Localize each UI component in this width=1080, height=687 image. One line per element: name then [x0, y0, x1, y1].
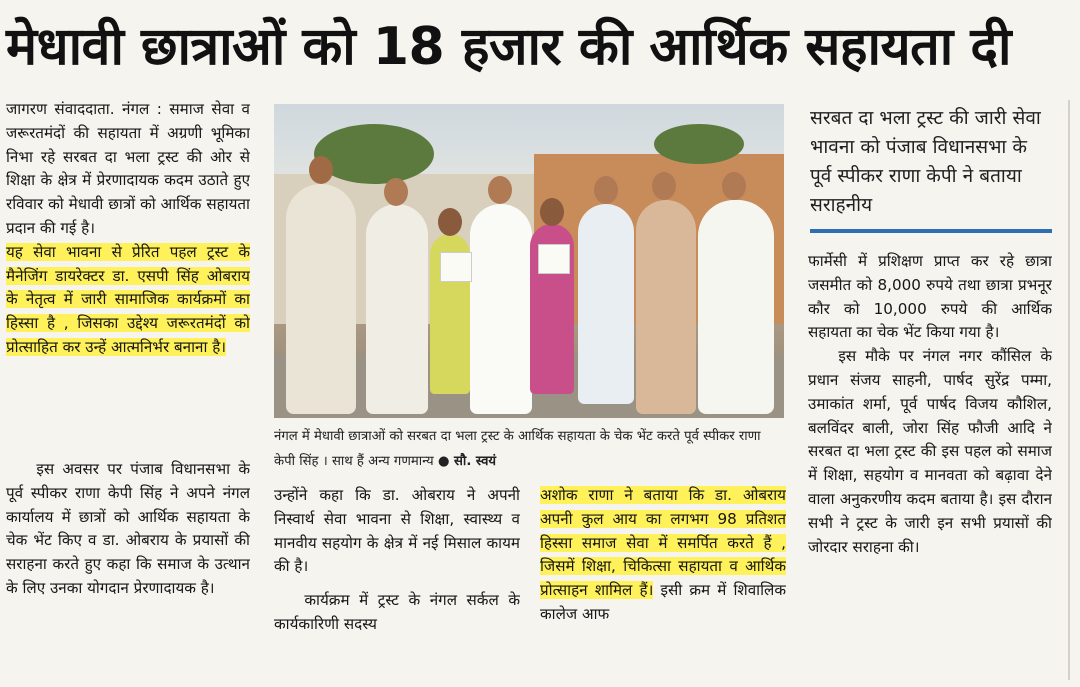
page-edge-line	[1068, 100, 1070, 680]
headline: मेधावी छात्राओं को 18 हजार की आर्थिक सहायता दी	[6, 17, 1011, 77]
photo-person	[578, 204, 634, 404]
paragraph-council-praise: इस मौके पर नंगल नगर कौंसिल के प्रधान संजय साहनी, पार्षद सुरेंद्र पम्मा, उमाकांत शर्मा, पूर्व पार्षद विजय कौशिल, बलविंदर बाली, जोरा सिंह फौजी आदि ने सरबत दा भला ट्रस्ट की इस पहल को समाज में शिक्षा, सहयोग व मानवता को बढ़ावा देने वाला अनुकरणीय कदम बताया है। इस दौरान सभी ने ट्रस्ट के जारी इन सभी प्रयासों की जोरदार सराहना की।	[808, 347, 1052, 556]
photo-person	[366, 204, 428, 414]
side-heading: सरबत दा भला ट्रस्ट की जारी सेवा भावना को पंजाब विधानसभा के पूर्व स्पीकर राणा केपी ने बताया सराहनीय	[810, 107, 1041, 216]
photo-person	[286, 184, 356, 414]
photo-person-head	[594, 176, 618, 204]
photo-person	[636, 200, 696, 414]
photo-person-head	[438, 208, 462, 236]
column-3	[540, 484, 786, 684]
photo-person-head	[309, 156, 333, 184]
photo-person-head	[540, 198, 564, 226]
photo-person	[470, 204, 532, 414]
column-4	[808, 250, 1052, 680]
photo-tree	[654, 124, 744, 164]
paragraph-speaker-visit: इस अवसर पर पंजाब विधानसभा के पूर्व स्पीकर राणा केपी सिंह ने अपने नंगल कार्यालय में छात्रों को आर्थिक सहायता के चेक भेंट किए व डा. ओबराय के प्रयासों की सराहना करते हुए कहा कि समाज के उत्थान के लिए उनका योगदान प्रेरणादायक है।	[6, 460, 250, 597]
photo-person-head	[384, 178, 408, 206]
photo-person-head	[652, 172, 676, 200]
highlighted-paragraph-income: अशोक राणा ने बताया कि डा. ओबराय अपनी कुल आय का लगभग 98 प्रतिशत हिस्सा समाज सेवा में समर्पित करते हैं , जिसमें शिक्षा, चिकित्सा सहायता व आर्थिक प्रोत्साहन शामिल हैं।	[540, 486, 786, 600]
photo-cheque	[538, 244, 570, 274]
paragraph-continuation: इसी क्रम में शिवालिक कालेज आफ	[540, 581, 786, 623]
lead-paragraph: जागरण संवाददाता. नंगल : समाज सेवा व जरूरतमंदों की सहायता में अग्रणी भूमिका निभा रहे सरबत दा भला ट्रस्ट की ओर से शिक्षा के क्षेत्र में प्रेरणादायक कदम उठाते हुए रविवार को मेधावी छात्रों को आर्थिक सहायता प्रदान की गई है।	[6, 100, 250, 237]
photo-caption	[274, 424, 784, 476]
column-1-bottom	[6, 458, 250, 683]
photo-credit: ● सौ. स्वयं	[437, 454, 497, 469]
column-1-top	[6, 98, 250, 452]
side-heading-rule	[810, 229, 1052, 233]
photo-person-head	[722, 172, 746, 200]
photo-person-head	[488, 176, 512, 204]
news-photo	[274, 104, 784, 418]
paragraph-scholarship-amounts: फार्मेसी में प्रशिक्षण प्राप्त कर रहे छात्रा जसमीत को 8,000 रुपये तथा छात्रा प्रभनूर कौर को 10,000 रुपये की आर्थिक सहायता का चेक भेंट किया गया है।	[808, 252, 1052, 342]
column-2	[274, 484, 520, 684]
photo-person	[698, 200, 774, 414]
photo-cheque	[440, 252, 472, 282]
paragraph-program: कार्यक्रम में ट्रस्ट के नंगल सर्कल के कार्यकारिणी सदस्य	[274, 591, 520, 633]
highlighted-paragraph: यह सेवा भावना से प्रेरित पहल ट्रस्ट के मैनेजिंग डायरेक्टर डा. एसपी सिंह ओबराय के नेतृत्व में जारी सामाजिक कार्यक्रमों का हिस्सा है , जिसका उद्देश्य जरूरतमंदों को प्रोत्साहित कर उन्हें आत्मनिर्भर बनाना है।	[6, 242, 250, 356]
paragraph-obrai-service: उन्होंने कहा कि डा. ओबराय ने अपनी निस्वार्थ सेवा भावना से शिक्षा, स्वास्थ्य व मानवीय सहयोग के क्षेत्र में नई मिसाल कायम की है।	[274, 486, 520, 576]
caption-text: नंगल में मेधावी छात्राओं को सरबत दा भला ट्रस्ट के आर्थिक सहायता के चेक भेंट करते पूर्व स्पीकर राणा केपी सिंह । साथ हैं अन्य गणमान्य	[274, 429, 761, 469]
